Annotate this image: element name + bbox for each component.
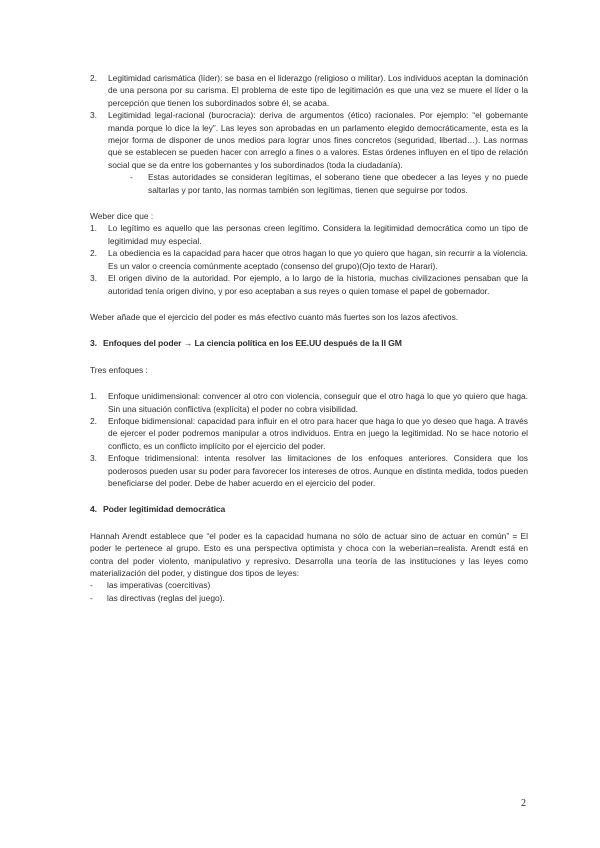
section-heading	[90, 337, 528, 349]
section-heading	[90, 503, 528, 515]
list-item	[90, 415, 528, 452]
item-text: Legitimidad carismática (líder): se basa en el liderazgo (religioso o militar). Los individuos aceptan la dominación de una persona por su carisma. El problema de este tipo de legitimación es que una vez se muere el líder o la percepción que tienen los subordinados sobre él, se acaba.	[108, 73, 528, 108]
arendt-paragraph: Hannah Arendt establece que “el poder es la capacidad humana no sólo de actuar sino de actuar en común” = El poder le pertenece al grupo. Esto es una perspectiva optimista y choca con la weberian=realista. Arendt está en contra del poder violento, manipulativo y represivo. Desarrolla una teoría de las instituciones y las leyes como materialización del poder, y distingue dos tipos de leyes:	[90, 530, 528, 578]
item-text: Lo legítimo es aquello que las personas creen legítimo. Considera la legitimidad democrática como un tipo de legitimidad muy especial.	[108, 223, 528, 246]
item-number: 3.	[90, 110, 97, 121]
item-number: 1.	[90, 391, 97, 402]
list-item	[90, 579, 528, 591]
list-item	[90, 222, 528, 247]
dash-marker: -	[90, 592, 93, 603]
item-text: Enfoque tridimensional: intenta resolver las limitaciones de los enfoques anteriores. Considera que los poderosos pueden usar su poder para favorecer los intereses de otros. Aunque en distinta medida, todos pueden beneficiarse del poder. Debe de haber acuerdo en el ejercicio del poder.	[108, 453, 528, 488]
weber-intro: Weber dice que :	[90, 211, 154, 222]
item-text: Enfoque unidimensional: convencer al otro con violencia, conseguir que el otro haga lo que yo quiero que haga. Sin una situación conflictiva (explícita) el poder no cobra visibilidad.	[108, 391, 528, 414]
page-content	[90, 72, 528, 604]
sub-item-text: Estas autoridades se consideran legítimas, el soberano tiene que obedecer a las leyes y no puede saltarlas y por tanto, las normas también son legítimas, tienen que seguirse por todos.	[148, 172, 528, 195]
item-text: las directivas (reglas del juego).	[107, 592, 225, 603]
weber-list	[90, 222, 528, 296]
item-number: 1.	[90, 223, 97, 234]
item-text: El origen divino de la autoridad. Por ejemplo, a lo largo de la historia, muchas civilizaciones pensaban que la autoridad tenía origen divino, y por eso aceptaban a sus reyes o quien tomase el papel de gobernador.	[108, 273, 528, 296]
item-number: 2.	[90, 248, 97, 259]
legitimacy-list	[90, 72, 528, 171]
list-item	[90, 592, 528, 604]
item-number: 2.	[90, 73, 97, 83]
section-intro: Tres enfoques :	[90, 364, 148, 375]
section-title: Poder legitimidad democrática	[103, 504, 226, 515]
approaches-list	[90, 390, 528, 489]
list-item	[90, 452, 528, 489]
item-number: 2.	[90, 415, 97, 426]
page-number: 2	[521, 798, 526, 809]
section-number: 3.	[90, 338, 97, 349]
item-text: La obediencia es la capacidad para hacer que otros hagan lo que yo quiero que hagan, sin recurrir a la violencia. Es un valor o creencia comúnmente aceptado (consenso del grupo)(Ojo texto de Harari).	[108, 248, 528, 271]
sub-list	[130, 171, 528, 196]
section-title: Enfoques del poder → La ciencia política en los EE.UU después de la II GM	[103, 338, 402, 349]
list-item	[90, 272, 528, 297]
list-item	[90, 247, 528, 272]
dash-marker: -	[130, 172, 133, 183]
laws-list	[90, 579, 528, 604]
item-text: Enfoque bidimensional: capacidad para influir en el otro para hacer que haga lo que yo deseo que haga. A través de ejercer el poder podremos manipular a otros individuos. Entra en juego la legitimidad. No se hace notorio el conflicto, es un conflicto implícito por el ejercicio del poder.	[108, 415, 528, 451]
dash-marker: -	[90, 580, 93, 591]
weber-closing: Weber añade que el ejercicio del poder es más efectivo cuanto más fuertes son los lazos afectivos.	[90, 311, 459, 322]
item-number: 3.	[90, 273, 97, 284]
item-text: las imperativas (coercitivas)	[107, 580, 211, 591]
section-number: 4.	[90, 504, 97, 515]
item-text: Legitimidad legal-racional (burocracia): deriva de argumentos (ético) racionales. Por ejemplo: “el gobernante manda porque lo dice la ley”. Las leyes son aprobadas en un parlamento elegido democráticamente, esta es la mejor forma de disponer de unos medios para lograr unos fines concretos (seguridad, libertad…). Las normas que se establecen se pueden hacer con arreglo a fines o a valores. Estas órdenes influyen en el tipo de relación social que se da entre los gobernantes y los subordinados (toda la ciudadanía).	[108, 110, 528, 170]
list-item	[90, 390, 528, 415]
list-item	[90, 72, 528, 109]
sub-list-item	[130, 171, 528, 196]
item-number: 3.	[90, 453, 97, 464]
list-item	[90, 109, 528, 171]
